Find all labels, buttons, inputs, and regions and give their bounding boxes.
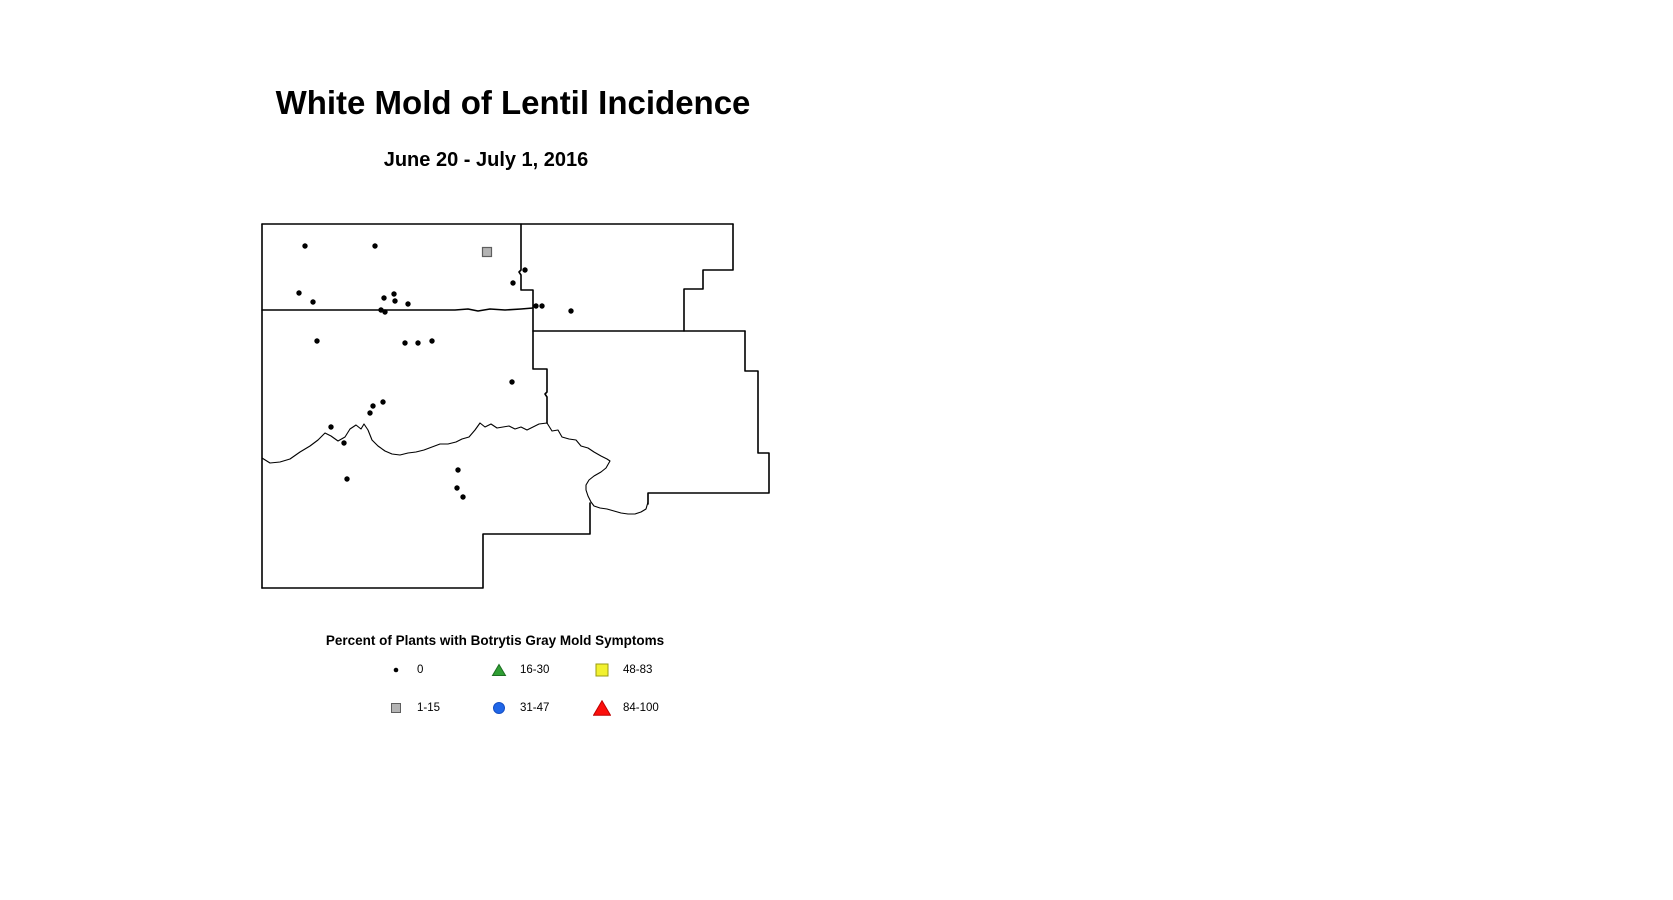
survey-points: [296, 243, 573, 499]
survey-point-zero: [391, 291, 396, 296]
legend-item-label: 0: [417, 664, 424, 676]
survey-point-zero: [533, 303, 538, 308]
survey-point-low: [483, 248, 492, 257]
survey-point-zero: [372, 243, 377, 248]
survey-point-zero: [392, 298, 397, 303]
county-map: [240, 215, 780, 600]
survey-point-zero: [455, 467, 460, 472]
legend-item-84-100: [551, 689, 663, 727]
survey-point-zero: [382, 309, 387, 314]
triangle-marker-icon: [490, 662, 508, 678]
dot-marker-icon: [387, 662, 405, 678]
survey-point-zero: [344, 476, 349, 481]
county-boundary-line: [519, 224, 547, 423]
map-title: White Mold of Lentil Incidence: [275, 84, 751, 121]
survey-point-zero: [341, 440, 346, 445]
legend-item-label: 1-15: [417, 702, 441, 714]
survey-point-zero: [328, 424, 333, 429]
legend-item-0: [345, 651, 448, 689]
survey-point-zero: [381, 295, 386, 300]
legend-items: [345, 651, 663, 727]
legend: [295, 633, 695, 714]
survey-point-zero: [460, 494, 465, 499]
legend-item-label: 48-83: [623, 664, 653, 676]
legend-item-48-83: [551, 651, 663, 689]
triangle-glyph: [493, 664, 506, 675]
survey-point-zero: [568, 308, 573, 313]
county-boundary-line: [684, 224, 733, 331]
survey-point-zero: [402, 340, 407, 345]
survey-point-zero: [370, 403, 375, 408]
survey-point-zero: [367, 410, 372, 415]
square-marker-icon: [593, 662, 611, 678]
survey-point-zero: [429, 338, 434, 343]
county-boundaries: [262, 224, 769, 588]
square-glyph: [392, 704, 401, 713]
survey-point-zero: [302, 243, 307, 248]
legend-item-label: 31-47: [520, 702, 550, 714]
square-glyph: [596, 664, 608, 676]
legend-item-31-47: [448, 689, 551, 727]
legend-item-1-15: [345, 689, 448, 727]
survey-point-zero: [539, 303, 544, 308]
legend-item-label: 84-100: [623, 702, 659, 714]
river-boundary: [262, 423, 648, 514]
survey-point-zero: [310, 299, 315, 304]
county-boundary-line: [648, 331, 769, 504]
survey-point-zero: [314, 338, 319, 343]
county-boundary-line: [262, 308, 533, 311]
legend-item-16-30: [448, 651, 551, 689]
square-marker-icon: [387, 700, 405, 716]
circle-glyph: [494, 703, 505, 714]
survey-point-zero: [509, 379, 514, 384]
survey-point-zero: [380, 399, 385, 404]
survey-point-zero: [415, 340, 420, 345]
survey-point-zero: [296, 290, 301, 295]
river-line: [262, 423, 648, 514]
survey-point-zero: [454, 485, 459, 490]
survey-point-zero: [405, 301, 410, 306]
county-boundary-line: [262, 503, 590, 588]
dot-glyph: [394, 668, 399, 673]
survey-point-zero: [522, 267, 527, 272]
circle-marker-icon: [490, 700, 508, 716]
map-subtitle: June 20 - July 1, 2016: [383, 149, 589, 171]
legend-title: Percent of Plants with Botrytis Gray Mold Symptoms: [325, 633, 665, 648]
survey-point-zero: [510, 280, 515, 285]
triangle-marker-icon: [593, 700, 611, 716]
legend-item-label: 16-30: [520, 664, 550, 676]
triangle-glyph: [594, 701, 611, 715]
